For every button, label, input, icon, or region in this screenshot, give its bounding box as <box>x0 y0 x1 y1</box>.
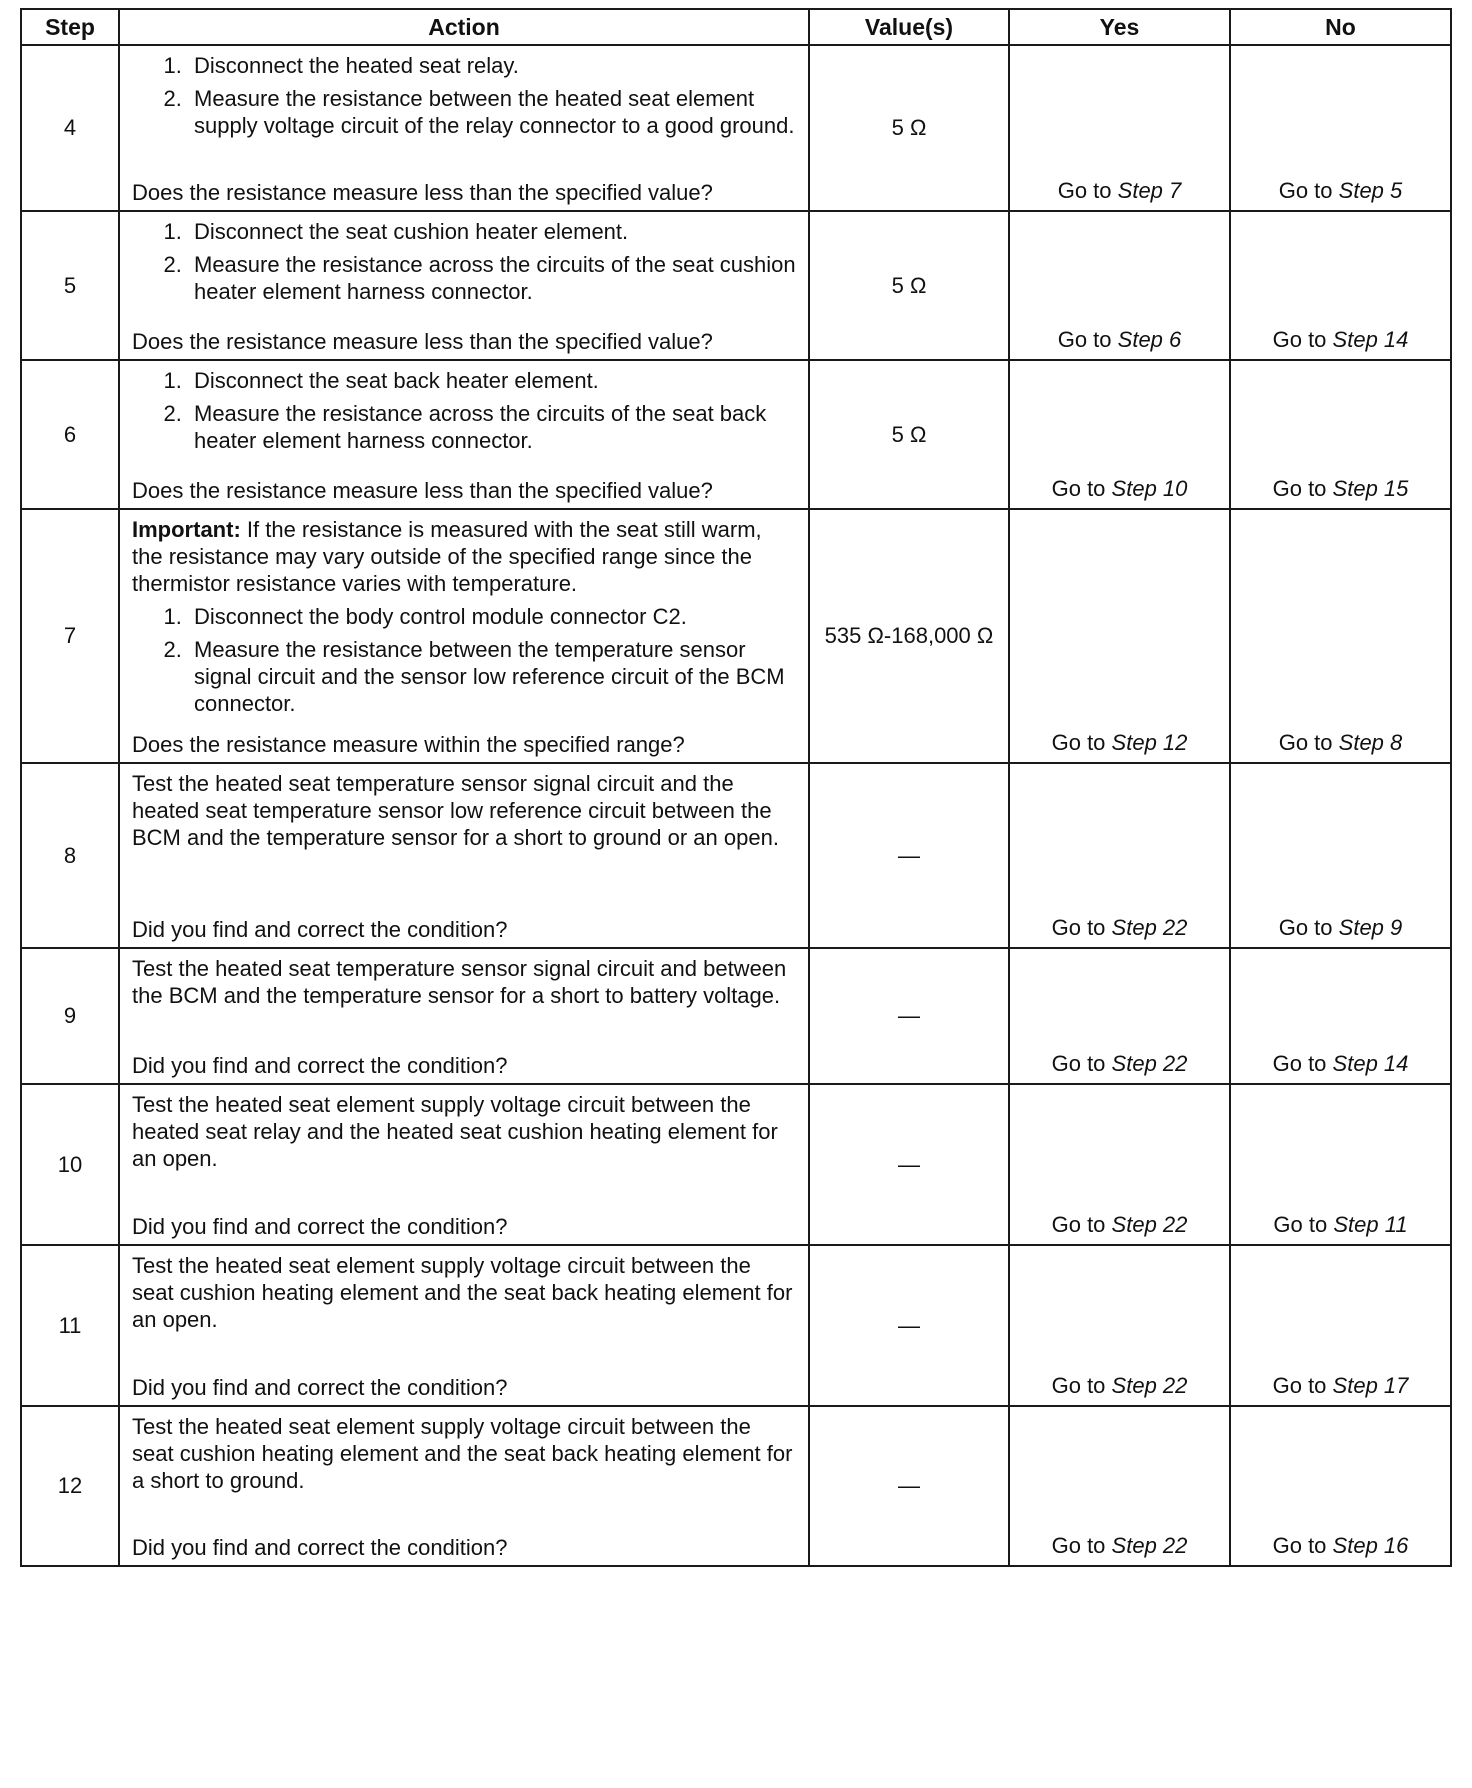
step-number: 4 <box>21 45 119 211</box>
yes-step-link[interactable]: Step 22 <box>1111 1212 1188 1237</box>
header-no: No <box>1230 9 1451 45</box>
action-content <box>132 516 798 758</box>
yes-goto-prefix: Go to <box>1051 730 1106 755</box>
substep-list <box>132 603 798 723</box>
yes-step-link[interactable]: Step 22 <box>1111 1051 1188 1076</box>
step-number: 11 <box>21 1245 119 1406</box>
no-goto-prefix: Go to <box>1272 1373 1327 1398</box>
action-cell <box>119 45 809 211</box>
action-content <box>132 1413 798 1561</box>
table-row <box>21 509 1451 763</box>
step-number: 5 <box>21 211 119 360</box>
yes-cell <box>1009 948 1230 1084</box>
step-question: Does the resistance measure less than the specified value? <box>132 478 713 503</box>
step-number: 9 <box>21 948 119 1084</box>
no-cell <box>1230 211 1451 360</box>
no-step-link[interactable]: Step 14 <box>1332 1051 1409 1076</box>
yes-goto-prefix: Go to <box>1051 1373 1106 1398</box>
value-cell: 535 Ω-168,000 Ω <box>809 509 1009 763</box>
yes-goto-prefix: Go to <box>1057 327 1112 352</box>
action-cell <box>119 948 809 1084</box>
yes-goto-prefix: Go to <box>1051 1212 1106 1237</box>
spacer <box>132 145 798 175</box>
action-cell <box>119 1084 809 1245</box>
no-cell <box>1230 763 1451 948</box>
value-cell: 5 Ω <box>809 360 1009 509</box>
step-number: 7 <box>21 509 119 763</box>
step-question: Did you find and correct the condition? <box>132 1535 508 1560</box>
yes-goto-prefix: Go to <box>1051 915 1106 940</box>
no-goto-prefix: Go to <box>1278 178 1333 203</box>
action-content <box>132 955 798 1079</box>
test-instruction: Test the heated seat temperature sensor signal circuit and between the BCM and the temperature sensor for a short to battery voltage. <box>132 956 787 1008</box>
important-label: Important: <box>132 517 241 542</box>
table-row <box>21 948 1451 1084</box>
no-goto-prefix: Go to <box>1272 476 1327 501</box>
yes-cell <box>1009 1245 1230 1406</box>
value-cell: — <box>809 948 1009 1084</box>
no-cell <box>1230 948 1451 1084</box>
no-goto-prefix: Go to <box>1272 1533 1327 1558</box>
no-cell <box>1230 1406 1451 1566</box>
step-number: 6 <box>21 360 119 509</box>
value-cell: — <box>809 1084 1009 1245</box>
no-step-link[interactable]: Step 16 <box>1332 1533 1409 1558</box>
action-content <box>132 218 798 355</box>
no-goto-prefix: Go to <box>1278 730 1333 755</box>
no-cell <box>1230 1245 1451 1406</box>
step-question: Did you find and correct the condition? <box>132 1053 508 1078</box>
action-cell <box>119 509 809 763</box>
yes-step-link[interactable]: Step 22 <box>1111 1533 1188 1558</box>
action-cell <box>119 763 809 948</box>
substep-item: 1. Disconnect the seat cushion heater element. <box>188 218 798 245</box>
value-cell: — <box>809 763 1009 948</box>
substep-item: 2. Measure the resistance between the temperature sensor signal circuit and the sensor low reference circuit of the BCM connector. <box>188 636 798 717</box>
table-row <box>21 1245 1451 1406</box>
step-number: 8 <box>21 763 119 948</box>
step-question: Does the resistance measure less than the specified value? <box>132 329 713 354</box>
table-row <box>21 360 1451 509</box>
no-step-link[interactable]: Step 14 <box>1332 327 1409 352</box>
yes-goto-prefix: Go to <box>1057 178 1112 203</box>
substep-list <box>132 218 798 311</box>
yes-cell <box>1009 509 1230 763</box>
table-row <box>21 1084 1451 1245</box>
step-question: Did you find and correct the condition? <box>132 1375 508 1400</box>
no-step-link[interactable]: Step 17 <box>1332 1373 1409 1398</box>
no-cell <box>1230 45 1451 211</box>
yes-step-link[interactable]: Step 7 <box>1117 178 1182 203</box>
table-row <box>21 45 1451 211</box>
step-question: Does the resistance measure less than the specified value? <box>132 180 713 205</box>
no-cell <box>1230 509 1451 763</box>
action-cell <box>119 1245 809 1406</box>
substep-list <box>132 367 798 460</box>
test-instruction: Test the heated seat element supply voltage circuit between the seat cushion heating element and the seat back heating element for an open. <box>132 1253 793 1332</box>
step-number: 10 <box>21 1084 119 1245</box>
no-goto-prefix: Go to <box>1272 1051 1327 1076</box>
no-goto-prefix: Go to <box>1278 915 1333 940</box>
yes-cell <box>1009 211 1230 360</box>
important-text: If the resistance is measured with the seat still warm, the resistance may vary outside of the specified range since the thermistor resistance varies with temperature. <box>132 517 762 596</box>
table-row <box>21 211 1451 360</box>
spacer <box>132 723 798 727</box>
action-cell <box>119 360 809 509</box>
action-content <box>132 52 798 206</box>
header-step: Step <box>21 9 119 45</box>
step-number: 12 <box>21 1406 119 1566</box>
test-instruction: Test the heated seat element supply voltage circuit between the heated seat relay and the heated seat cushion heating element for an open. <box>132 1092 778 1171</box>
substep-list <box>132 52 798 145</box>
substep-item: 1. Disconnect the seat back heater element. <box>188 367 798 394</box>
diagnostic-table <box>20 8 1452 1567</box>
no-cell <box>1230 1084 1451 1245</box>
no-step-link[interactable]: Step 8 <box>1338 730 1403 755</box>
no-goto-prefix: Go to <box>1272 327 1327 352</box>
important-note <box>132 516 798 597</box>
yes-cell <box>1009 1084 1230 1245</box>
header-yes: Yes <box>1009 9 1230 45</box>
value-cell: 5 Ω <box>809 45 1009 211</box>
spacer <box>132 460 798 473</box>
action-content <box>132 1252 798 1401</box>
yes-goto-prefix: Go to <box>1051 476 1106 501</box>
no-step-link[interactable]: Step 9 <box>1338 915 1403 940</box>
value-cell: 5 Ω <box>809 211 1009 360</box>
header-row <box>21 9 1451 45</box>
yes-cell <box>1009 360 1230 509</box>
substep-item: 2. Measure the resistance across the circuits of the seat back heater element harness connector. <box>188 400 798 454</box>
value-cell: — <box>809 1406 1009 1566</box>
yes-step-link[interactable]: Step 12 <box>1111 730 1188 755</box>
step-question: Does the resistance measure within the specified range? <box>132 732 685 757</box>
no-step-link[interactable]: Step 11 <box>1333 1212 1408 1237</box>
yes-step-link[interactable]: Step 6 <box>1117 327 1182 352</box>
value-cell: — <box>809 1245 1009 1406</box>
step-question: Did you find and correct the condition? <box>132 1214 508 1239</box>
table-body <box>21 45 1451 1566</box>
yes-goto-prefix: Go to <box>1051 1051 1106 1076</box>
action-content <box>132 770 798 943</box>
test-instruction: Test the heated seat temperature sensor signal circuit and the heated seat temperature sensor low reference circuit between the BCM and the temperature sensor for a short to ground or an open. <box>132 771 779 850</box>
action-content <box>132 1091 798 1240</box>
no-goto-prefix: Go to <box>1273 1212 1328 1237</box>
header-action: Action <box>119 9 809 45</box>
yes-step-link[interactable]: Step 10 <box>1111 476 1188 501</box>
yes-step-link[interactable]: Step 22 <box>1111 915 1188 940</box>
yes-cell <box>1009 763 1230 948</box>
yes-goto-prefix: Go to <box>1051 1533 1106 1558</box>
action-cell <box>119 211 809 360</box>
test-instruction: Test the heated seat element supply voltage circuit between the seat cushion heating element and the seat back heating element for a short to ground. <box>132 1414 793 1493</box>
substep-item: 1. Disconnect the body control module connector C2. <box>188 603 798 630</box>
spacer <box>132 311 798 324</box>
yes-cell <box>1009 1406 1230 1566</box>
no-step-link[interactable]: Step 15 <box>1332 476 1409 501</box>
table-row <box>21 763 1451 948</box>
action-cell <box>119 1406 809 1566</box>
substep-item: 2. Measure the resistance across the circuits of the seat cushion heater element harness connector. <box>188 251 798 305</box>
no-cell <box>1230 360 1451 509</box>
yes-step-link[interactable]: Step 22 <box>1111 1373 1188 1398</box>
step-question: Did you find and correct the condition? <box>132 917 508 942</box>
no-step-link[interactable]: Step 5 <box>1338 178 1403 203</box>
substep-item: 1. Disconnect the heated seat relay. <box>188 52 798 79</box>
yes-cell <box>1009 45 1230 211</box>
action-content <box>132 367 798 504</box>
header-values: Value(s) <box>809 9 1009 45</box>
substep-item: 2. Measure the resistance between the heated seat element supply voltage circuit of the relay connector to a good ground. <box>188 85 798 139</box>
table-row <box>21 1406 1451 1566</box>
